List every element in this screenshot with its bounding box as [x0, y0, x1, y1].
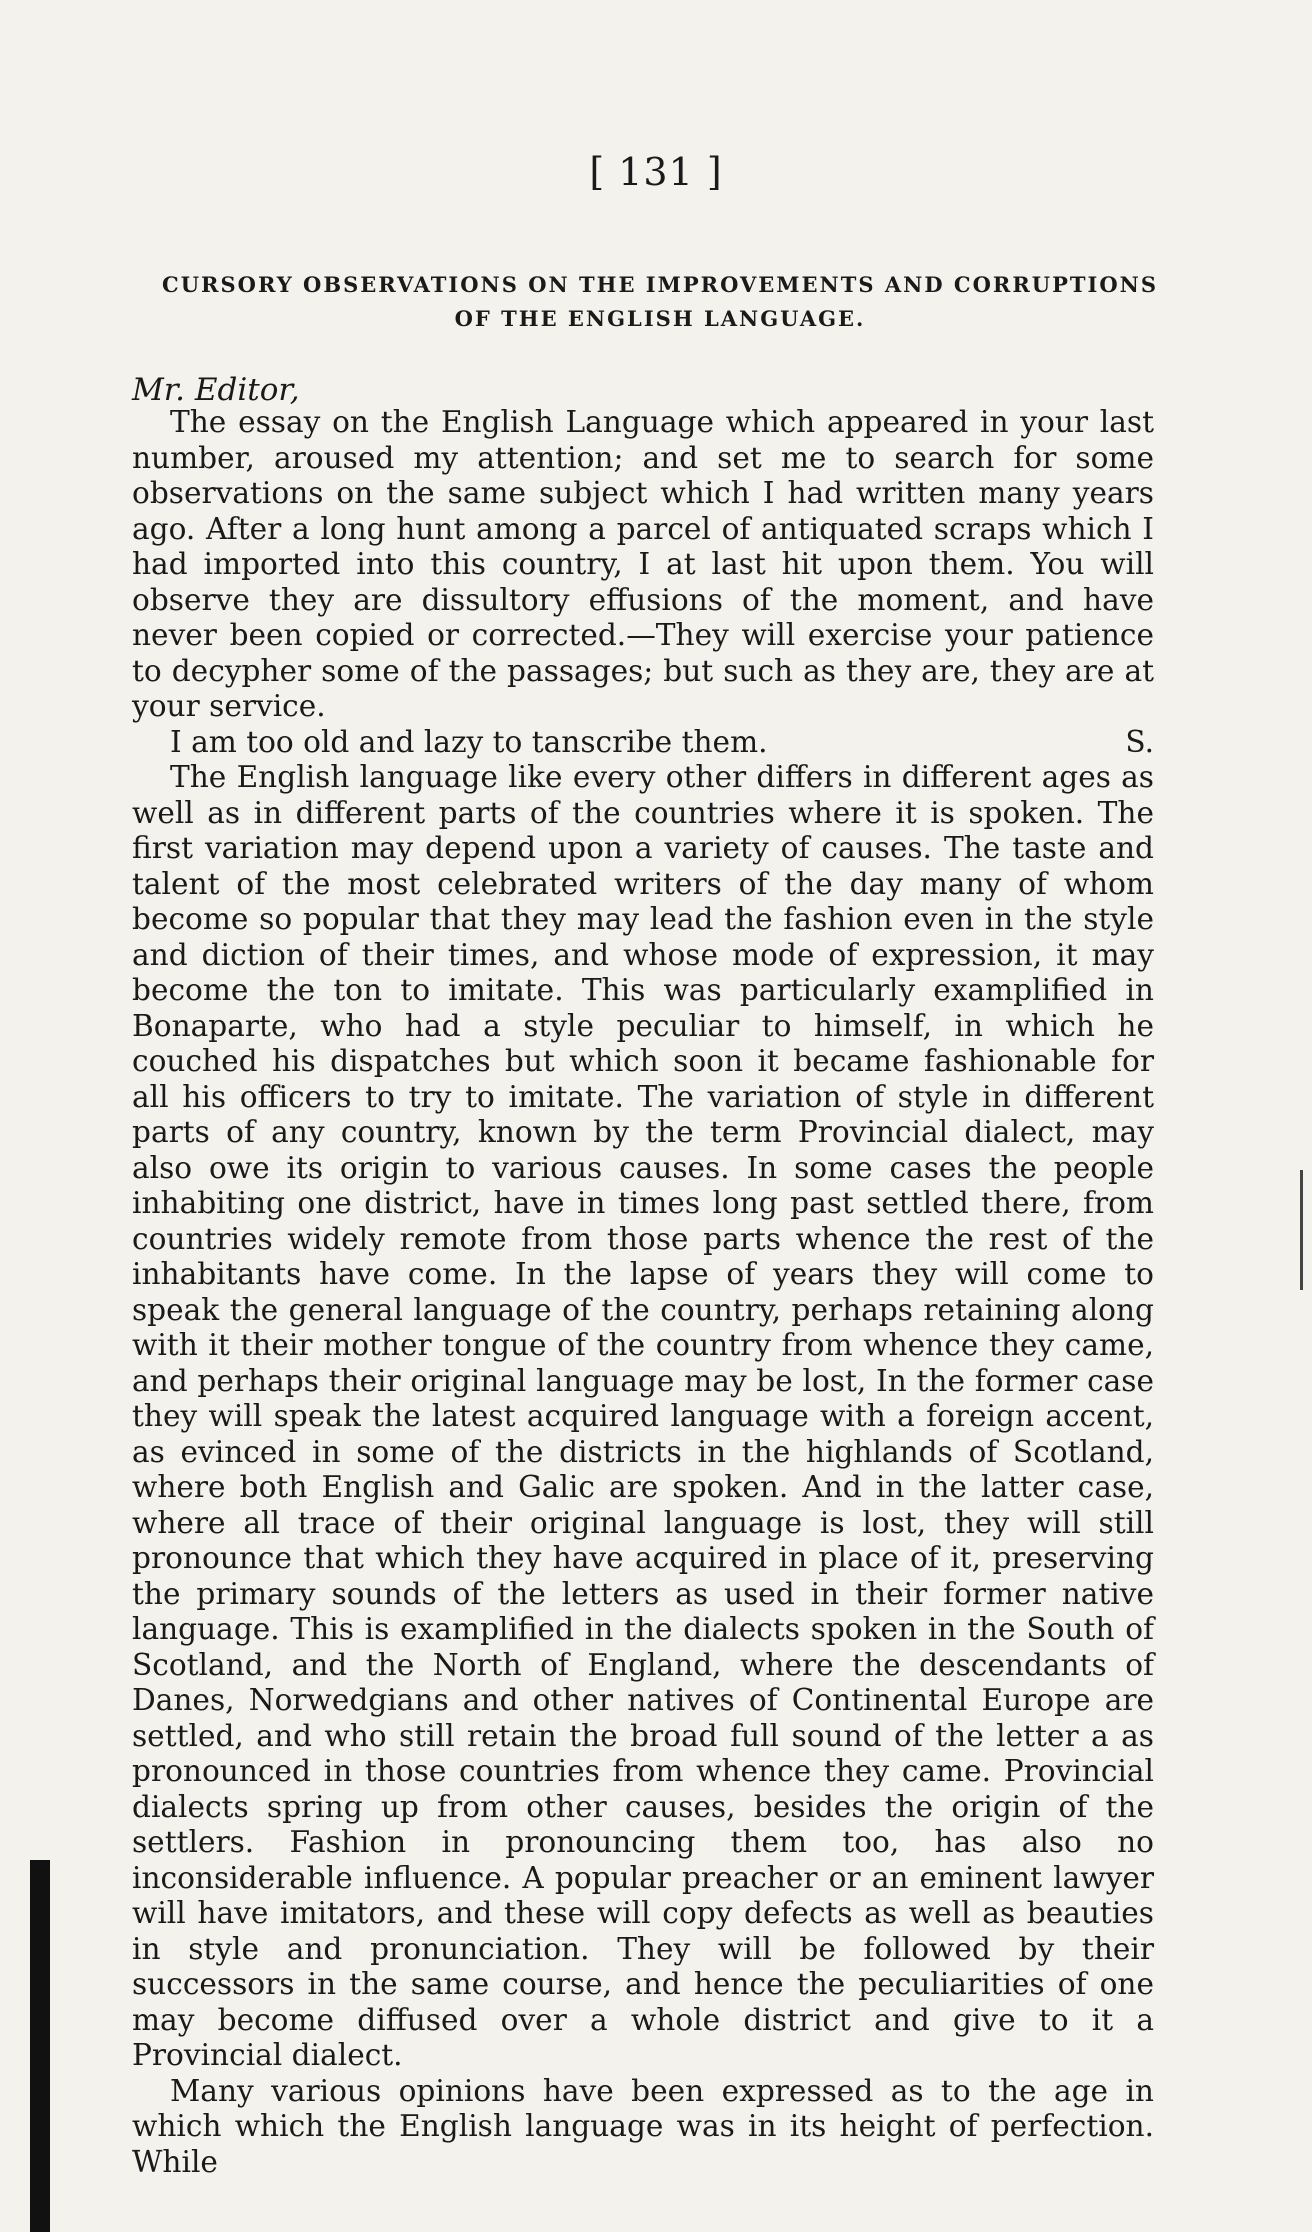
article-body [132, 405, 1154, 2180]
page-number: [ 131 ] [589, 150, 723, 194]
essay-paragraph-2: Many various opinions have been expressed as to the age in which which the English language was in its height of perfection. While [132, 2073, 1154, 2179]
right-margin-mark [1300, 1170, 1303, 1290]
article-title: CURSORY OBSERVATIONS ON THE IMPROVEMENTS AND CORRUPTIONS OF THE ENGLISH LANGUAGE. [162, 272, 1158, 331]
salutation: Mr. Editor, [132, 372, 300, 408]
letter-closing: I am too old and lazy to tanscribe them. [170, 724, 768, 759]
letter-closing-line [132, 725, 1154, 761]
left-margin-bar [30, 1860, 50, 2232]
essay-paragraph-1: The English language like every other differs in different ages as well as in different parts of the countries where it is spoken. The first variation may depend upon a variety of causes. The taste and talent of the most celebrated writers of the day many of whom become so popular that they may lead the fashion even in the style and diction of their times, and whose mode of expression, it may become the ton to imitate. This was particularly examplified in Bonaparte, who had a style peculiar to himself, in which he couched his dispatches but which soon it became fashionable for all his officers to try to imitate. The variation of style in different parts of any country, known by the term Provincial dialect, may also owe its origin to various causes. In some cases the people inhabiting one district, have in times long past settled there, from countries widely remote from those parts whence the rest of the inhabitants have come. In the lapse of years they will come to speak the general language of the country, perhaps retaining along with it their mother tongue of the country from whence they came, and perhaps their original language may be lost, In the former case they will speak the latest acquired language with a foreign accent, as evinced in some of the districts in the highlands of Scotland, where both English and Galic are spoken. And in the latter case, where all trace of their original language is lost, they will still pronounce that which they have acquired in place of it, preserving the primary sounds of the letters as used in their former native language. This is examplified in the dialects spoken in the South of Scotland, and the North of England, where the descendants of Danes, Norwedgians and other natives of Continental Europe are settled, and who still retain the broad full sound of the letter a as pronounced in those countries from whence they came. Provincial dialects spring up from other causes, besides the origin of the settlers. Fashion in pronouncing them too, has also no inconsiderable influence. A popular preacher or an eminent lawyer will have imitators, and these will copy defects as well as beauties in style and pronunciation. They will be followed by their successors in the same course, and hence the peculiarities of one may become diffused over a whole district and give to it a Provincial dialect. [132, 760, 1154, 2072]
signature: S. [1125, 724, 1154, 759]
letter-paragraph: The essay on the English Language which appeared in your last number, aroused my attention; and set me to search for some observations on the same subject which I had written many years ago. After a long hunt among a parcel of antiquated scraps which I had imported into this country, I at last hit upon them. You will observe they are dissultory effusions of the moment, and have never been copied or corrected.—They will exercise your patience to decypher some of the passages; but such as they are, they are at your service. [132, 405, 1154, 723]
